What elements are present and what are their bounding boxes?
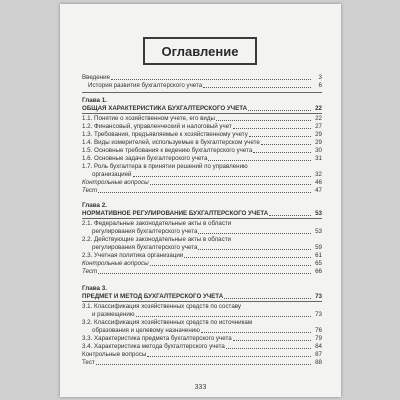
toc-entry-page: 76	[315, 327, 322, 334]
toc-entry-page: 22	[315, 105, 322, 112]
toc-entry-label: 2.2. Действующие законодательные акты в области	[82, 236, 232, 243]
toc-entry	[82, 115, 322, 122]
chapter-2-heading	[82, 210, 322, 217]
toc-entry-history	[88, 82, 322, 89]
toc-entry-label: Контрольные вопросы	[82, 260, 149, 267]
divider	[82, 301, 322, 302]
toc-entry-page: 31	[315, 155, 322, 162]
toc-entry	[92, 244, 322, 251]
toc-entry-page: 84	[315, 343, 322, 350]
toc-entry-page: 59	[315, 244, 322, 251]
toc-entry-intro	[82, 74, 322, 81]
toc-entry-page: 87	[315, 351, 322, 358]
toc-entry-label: 1.6. Основные задачи бухгалтерского учета	[82, 155, 208, 162]
toc-entry-label: Контрольные вопросы	[82, 351, 147, 358]
toc-entry	[82, 252, 322, 259]
toc-entry-page: 3	[318, 74, 322, 81]
divider	[82, 92, 322, 93]
toc-entry-test	[82, 359, 322, 366]
toc-entry	[82, 155, 322, 162]
toc-entry-page: 88	[315, 359, 322, 366]
toc-entry-questions	[82, 351, 322, 358]
toc-entry	[82, 147, 322, 154]
toc-entry-questions	[82, 260, 322, 267]
toc-entry-page: 53	[315, 210, 322, 217]
toc-entry-label: Тест	[82, 187, 98, 194]
toc-entry-page: 29	[315, 131, 322, 138]
toc-entry-page: 29	[315, 139, 322, 146]
toc-entry-page: 73	[315, 293, 322, 300]
toc-entry-label: 1.5. Основные требования к ведению бухгалтерского учета	[82, 147, 253, 154]
chapter-2-subtitle: НОРМАТИВНОЕ РЕГУЛИРОВАНИЕ БУХГАЛТЕРСКОГО УЧЕТА	[82, 210, 269, 217]
book-page	[60, 4, 341, 397]
toc-entry-page: 30	[315, 147, 322, 154]
chapter-3-subtitle: ПРЕДМЕТ И МЕТОД БУХГАЛТЕРСКОГО УЧЕТА	[82, 293, 224, 300]
toc-entry-page: 6	[318, 82, 322, 89]
divider	[82, 113, 322, 114]
toc-entry-label: 1.4. Виды измерителей, используемые в бухгалтерском учете	[82, 139, 260, 146]
toc-entry	[82, 139, 322, 146]
toc-entry-label-cont: образования и целевому назначению	[92, 327, 200, 334]
toc-entry-label: 2.3. Учетная политика организации	[82, 252, 184, 259]
toc-entry-page: 53	[315, 228, 322, 235]
toc-entry-questions	[82, 179, 322, 186]
toc-entry-label: Тест	[82, 359, 95, 366]
divider	[82, 218, 322, 219]
toc-entry	[82, 131, 322, 138]
toc-entry-label: 2.1. Федеральные законодательные акты в области	[82, 220, 232, 227]
toc-entry-label: Введение	[82, 74, 111, 81]
toc-entry-label-cont: и размещению	[92, 311, 135, 318]
toc-entry-page: 65	[315, 260, 322, 267]
chapter-1-heading	[82, 105, 322, 112]
toc-entry-label: Контрольные вопросы	[82, 179, 149, 186]
toc-entry	[92, 228, 322, 235]
toc-entry-page: 22	[315, 115, 322, 122]
toc-entry-page: 32	[315, 171, 322, 178]
toc-entry-page: 46	[315, 179, 322, 186]
toc-entry	[82, 335, 322, 342]
toc-entry-label: 1.3. Требования, предъявляемые к хозяйственному учету	[82, 131, 248, 138]
page-title: Оглавление	[143, 37, 257, 65]
chapter-1-subtitle: ОБЩАЯ ХАРАКТЕРИСТИКА БУХГАЛТЕРСКОГО УЧЕТА	[82, 105, 248, 112]
toc-entry-page: 47	[315, 187, 322, 194]
toc-entry-test	[82, 268, 322, 275]
toc-entry	[82, 123, 322, 130]
toc-entry	[92, 171, 322, 178]
toc-entry-label-cont: регулирования бухгалтерского учета	[92, 244, 198, 251]
toc-entry-page: 73	[315, 311, 322, 318]
toc-entry-label: 3.2. Классификация хозяйственных средств по источникам	[82, 319, 253, 326]
chapter-3-title: Глава 3.	[82, 285, 108, 292]
toc-entry-page: 79	[315, 335, 322, 342]
toc-entry-label: 3.3. Характеристика предмета бухгалтерского учета	[82, 335, 232, 342]
toc-entry-label-cont: организацией	[92, 171, 132, 178]
toc-entry	[92, 327, 322, 334]
toc-entry-page: 61	[315, 252, 322, 259]
toc-entry-label: 1.1. Понятие о хозяйственном учете, его виды	[82, 115, 215, 122]
chapter-2-title: Глава 2.	[82, 202, 108, 209]
toc-entry-label: 1.2. Финансовый, управленческий и налоговый учет	[82, 123, 232, 130]
toc-entry	[92, 311, 322, 318]
page-number: 333	[194, 384, 207, 391]
toc-entry	[82, 343, 322, 350]
toc-entry-label: Тест	[82, 268, 98, 275]
toc-entry-label: 3.4. Характеристика метода бухгалтерского учета	[82, 343, 225, 350]
toc-entry-test	[82, 187, 322, 194]
toc-entry-label: 1.7. Роль бухгалтера в принятии решений по управлению	[82, 163, 248, 170]
toc-entry-label-cont: регулирования бухгалтерского учета	[92, 228, 198, 235]
toc-entry-page: 66	[315, 268, 322, 275]
toc-entry-label: 3.1. Классификация хозяйственных средств по составу	[82, 303, 242, 310]
toc-entry-label: История развития бухгалтерского учета	[88, 82, 203, 89]
toc-entry-page: 27	[315, 123, 322, 130]
chapter-3-heading	[82, 293, 322, 300]
chapter-1-title: Глава 1.	[82, 97, 108, 104]
